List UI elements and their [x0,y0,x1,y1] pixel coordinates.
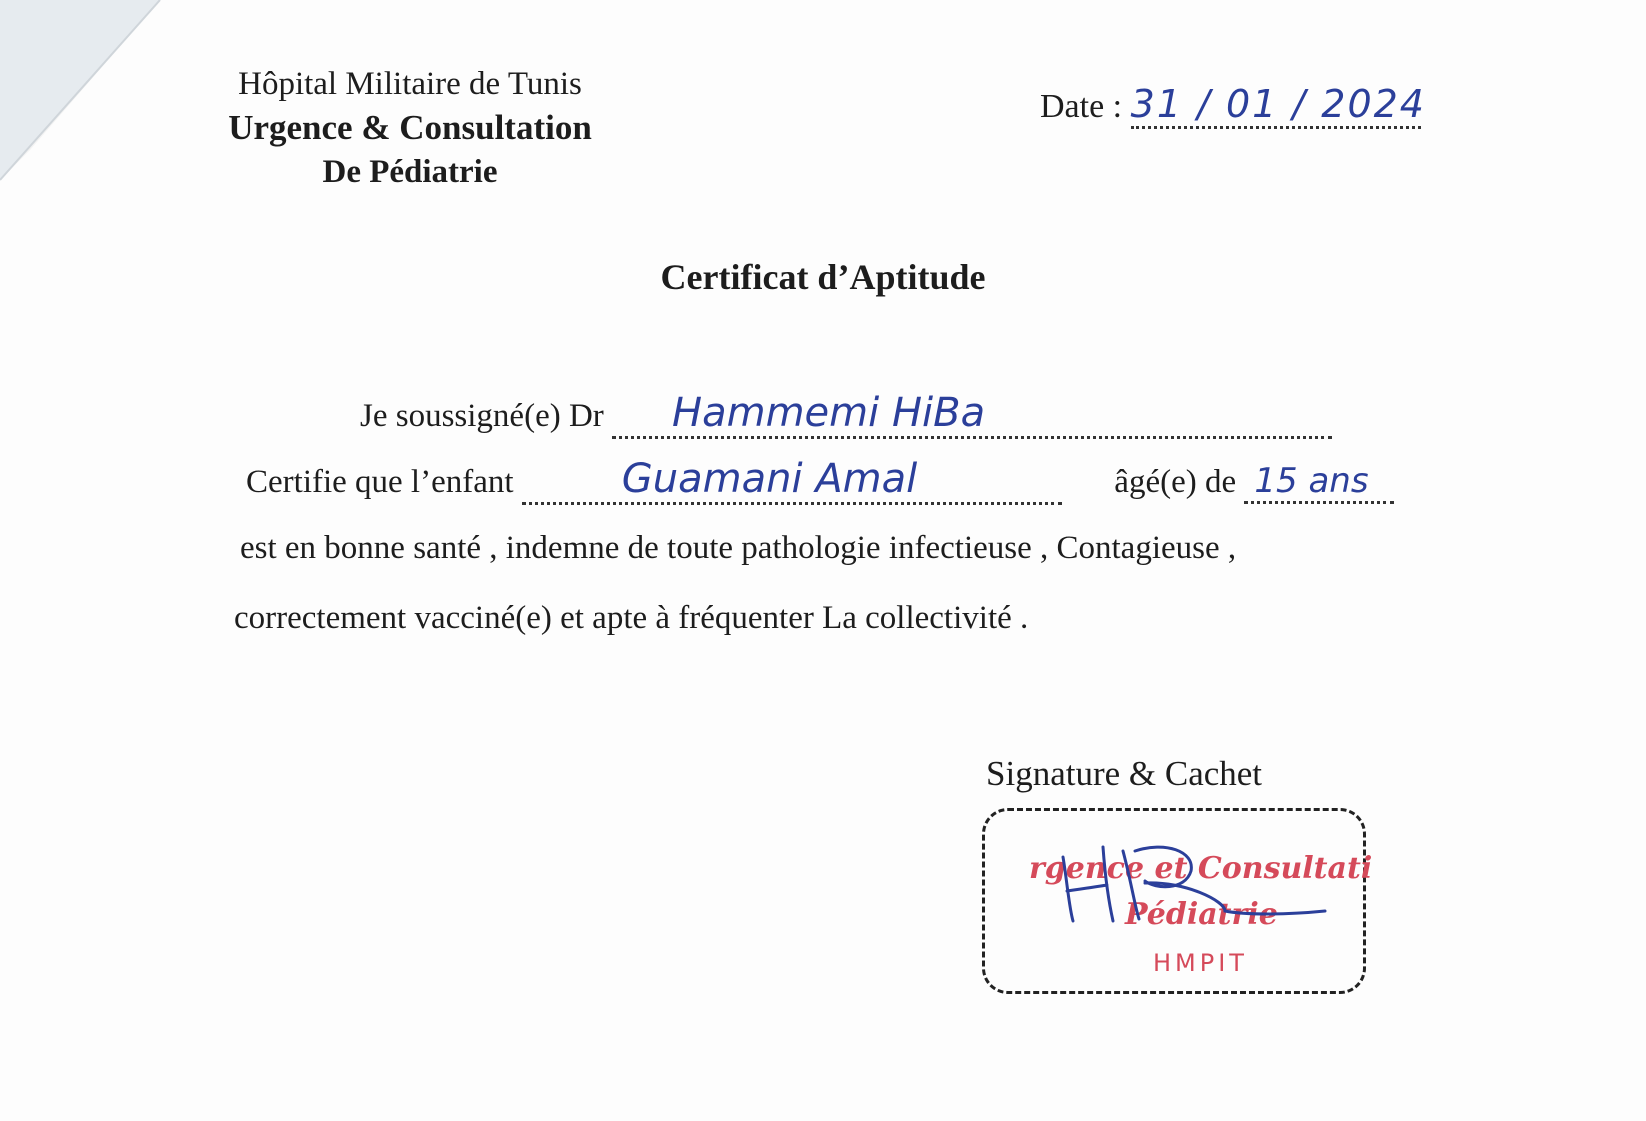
doctor-row [360,390,1332,439]
folded-corner [0,0,170,190]
stamp-line-1: rgence et Consultati [1029,851,1373,886]
doctor-label: Je soussigné(e) Dr [360,398,604,434]
date-row [1040,82,1426,129]
child-name: Guamani Amal [621,456,918,502]
department-name: Urgence & Consultation [228,108,592,147]
statement-line-2: correctement vacciné(e) et apte à fréquenter La collectivité . [234,600,1029,636]
child-label: Certifie que l’enfant [246,464,514,500]
stamp-line-2: Pédiatrie [1125,897,1278,932]
stamp-line-3: HMPIT [1153,949,1248,977]
handwritten-signature [985,811,1363,991]
date-label: Date : [1040,88,1123,125]
certificate-title: Certificat d’Aptitude [660,257,986,297]
official-stamp [982,808,1373,994]
date-value: 31 / 01 / 2024 [1130,82,1426,126]
doctor-name: Hammemi HiBa [672,390,986,436]
age-label: âgé(e) de [1114,464,1237,500]
signature-label: Signature & Cachet [986,754,1263,793]
statement-line-1: est en bonne santé , indemne de toute pathologie infectieuse , Contagieuse , [240,530,1237,566]
child-row [246,456,1394,505]
age-value: 15 ans [1254,461,1369,501]
hospital-name: Hôpital Militaire de Tunis [238,66,582,102]
department-specialty: De Pédiatrie [322,154,498,190]
hospital-header [190,62,630,194]
